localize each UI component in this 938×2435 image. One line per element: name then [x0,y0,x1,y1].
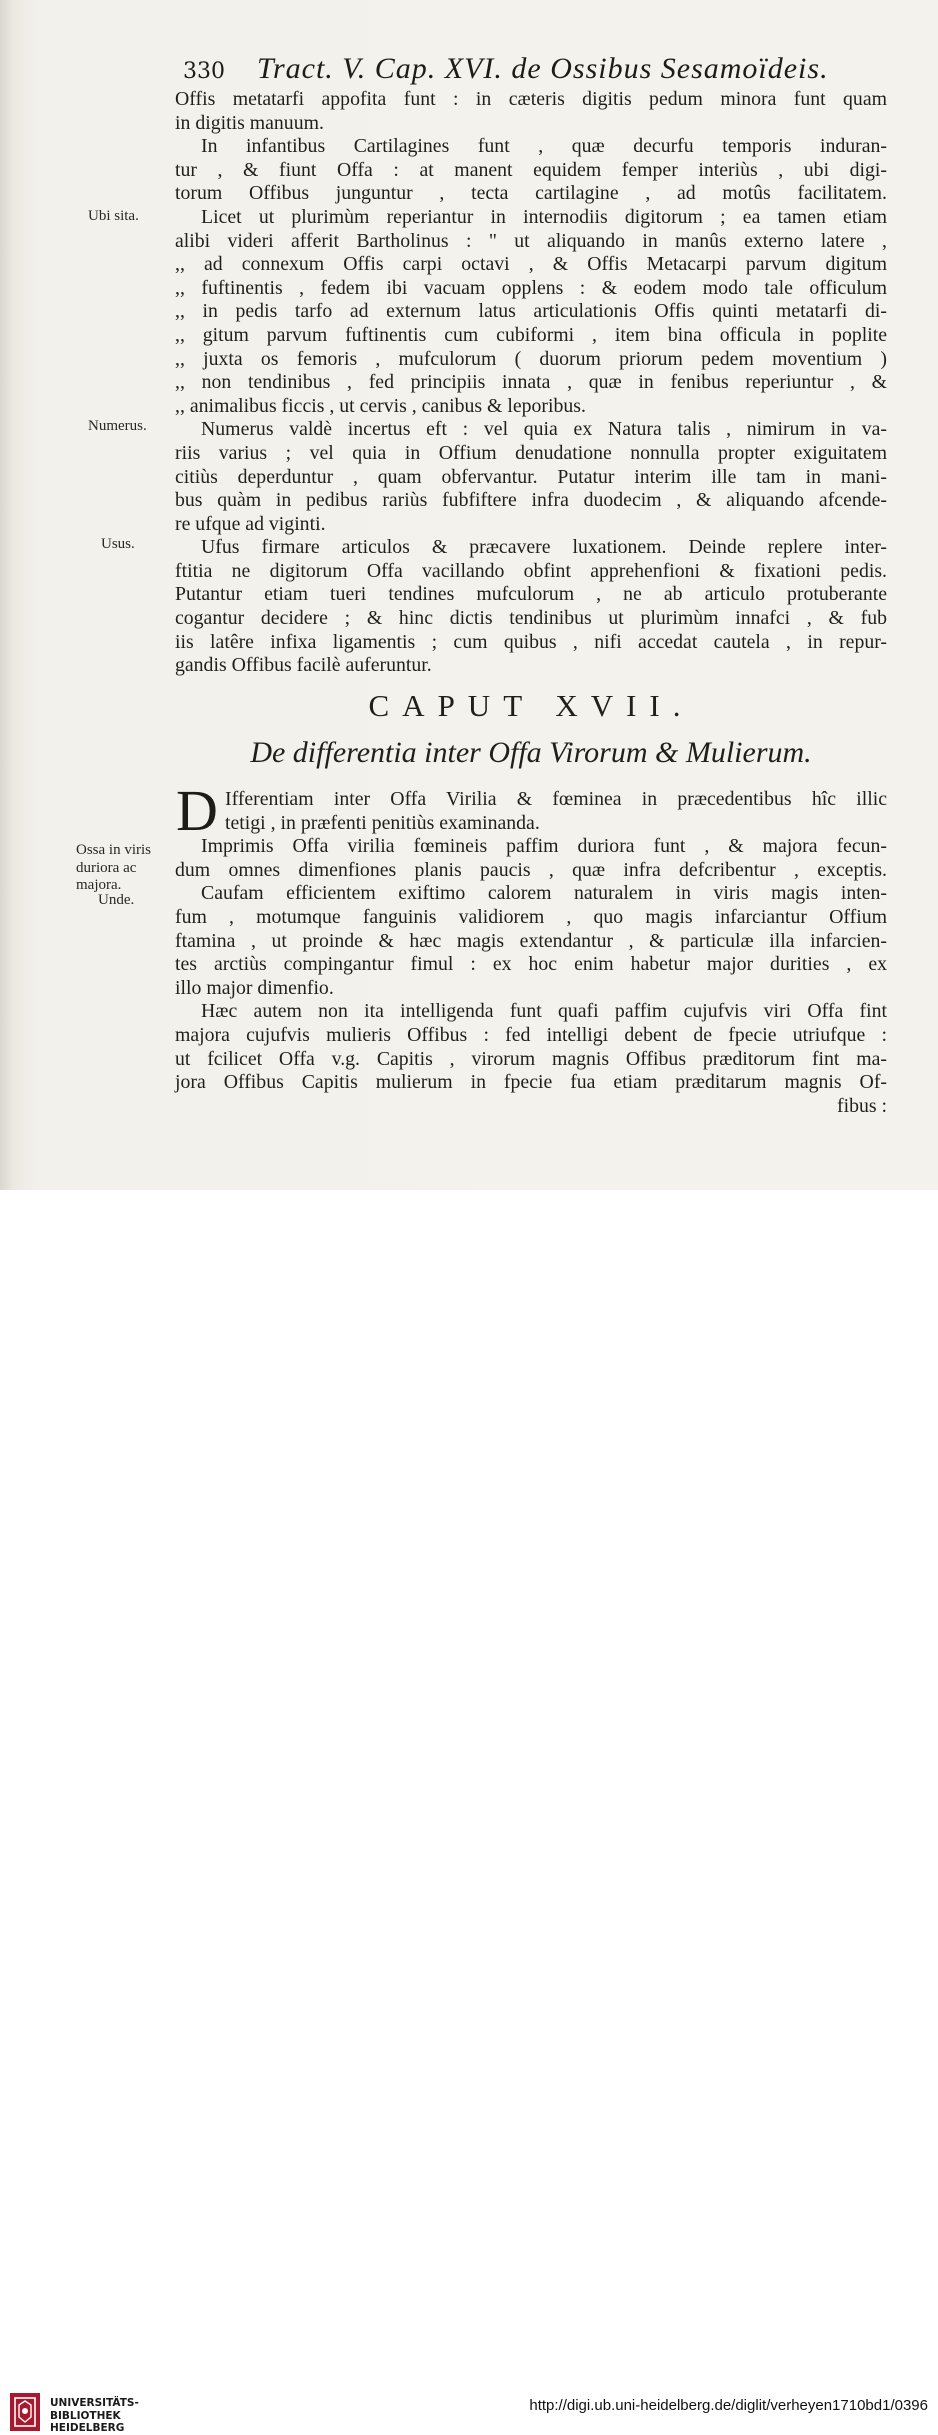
margin-note-ossa-3: majora. [76,877,122,893]
text-line: Numerus valdè incertus eft : vel quia ex Natura talis , nimirum in va- [201,418,887,441]
text-line: citiùs deperduntur , quam obfervantur. Putatur interim ille tam in mani- [175,465,887,488]
library-line: UNIVERSITÄTS- [50,2397,139,2409]
body-text-top [175,88,887,678]
text-line: ftitia ne digitorum Offa vacillando obfint apprehenfioni & fixationi pedis. [175,559,887,582]
running-header [183,52,883,92]
text-line: ,, gitum parvum fuftinentis cum cubiformi , item bina officula in poplite [175,323,887,346]
text-line: illo major dimenfio. [175,976,334,999]
text-line: tur , & fiunt Offa : at manent equidem femper interiùs , ubi digi- [175,158,887,181]
university-seal-icon [10,2393,40,2431]
text-line: alibi videri afferit Bartholinus : " ut aliquando in manûs externo latere , [175,229,887,252]
margin-note-ossa-2: duriora ac [76,860,137,876]
text-line: Putantur etiam tueri tendines mufculorum , ne ab articulo protuberante [175,583,887,606]
page-body [0,0,938,1190]
text-line: bus quàm in pedibus rariùs fubfiftere infra duodecim , & aliquando afcende- [175,489,887,512]
text-line: gandis Offibus facilè auferuntur. [175,654,432,677]
library-name [50,2397,139,2435]
body-text-bottom [175,788,887,1118]
text-line: cogantur decidere ; & hinc dictis tendinibus ut plurimùm innafci , & fub [175,607,887,630]
footer-bar [0,1190,938,2434]
text-line: riis varius ; vel quia in Offium denudatione nonnulla propter exiguitatem [175,441,887,464]
text-line: In infantibus Cartilagines funt , quæ decurfu temporis induran- [201,135,887,158]
text-line: torum Offibus junguntur , tecta cartilagine , ad motûs facilitatem. [175,182,887,205]
library-line: BIBLIOTHEK [50,2409,121,2422]
text-line: fum , motumque fanguinis validiorem , quo magis infarciantur Offium [175,905,887,928]
text-line: Licet ut plurimùm reperiantur in internodiis digitorum ; ea tamen etiam [201,205,887,228]
text-line: Caufam efficientem exiftimo calorem naturalem in viris magis inten- [201,882,887,905]
margin-note-numerus: Numerus. [88,418,147,434]
text-line: re ufque ad viginti. [175,512,326,535]
margin-note-ossa-1: Ossa in viris [76,842,151,858]
text-line: ,, in pedis tarfo ad externum latus articulationis Offis quinti metatarfi di- [175,300,887,323]
text-line: Imprimis Offa virilia fœmineis paffim duriora funt , & majora fecun- [201,835,887,858]
page-number: 330 [183,59,225,84]
catchword: fibus : [836,1094,887,1117]
margin-note-unde: Unde. [98,892,135,908]
text-line: ,, fuftinentis , fedem ibi vacuam opplens : & eodem modo tale officulum [175,276,887,299]
chapter-heading: CAPUT XVII. [368,688,694,723]
text-line: ftamina , ut proinde & hæc magis extendantur , & particulæ illa infarcien- [175,929,887,952]
drop-cap: D [176,778,218,843]
text-line: dum omnes dimenfiones planis paucis , quæ infra defcribentur , exceptis. [175,858,887,881]
text-line: ,, juxta os femoris , mufculorum ( duorum priorum pedem moventium ) [175,347,887,370]
text-line: ,, animalibus ficcis , ut cervis , canibus & leporibus. [175,394,586,417]
running-title: Tract. V. Cap. XVI. de Ossibus Sesamoïdeis. [256,52,829,85]
margin-note-usus: Usus. [101,536,135,552]
text-line: jora Offibus Capitis mulierum in fpecie fua etiam præditarum magnis Of- [175,1071,887,1094]
text-line: tes arctiùs compingantur fimul : ex hoc enim habetur major durities , ex [175,953,887,976]
text-line: ,, non tendinibus , fed principiis innata , quæ in fenibus reperiuntur , & [175,371,887,394]
chapter-title: De differentia inter Offa Virorum & Mulierum. [250,736,812,769]
source-url-link[interactable]: http://digi.ub.uni-heidelberg.de/diglit/verheyen1710bd1/0396 [529,2397,928,2414]
text-line: ut fcilicet Offa v.g. Capitis , virorum magnis Offibus præditorum fint ma- [175,1047,887,1070]
text-line: Ufus firmare articulos & præcavere luxationem. Deinde replere inter- [201,536,887,559]
text-line: in digitis manuum. [175,111,324,134]
library-line: HEIDELBERG [50,2422,125,2434]
text-line: ,, ad connexum Offis carpi octavi , & Offis Metacarpi parvum digitum [175,253,887,276]
text-line: tetigi , in præfenti penitiùs examinanda. [225,811,540,834]
text-line: Hæc autem non ita intelligenda funt quafi paffim cujufvis viri Offa fint [201,1000,887,1023]
text-line: majora cujufvis mulieris Offibus : fed intelligi debent de fpecie utriufque : [175,1023,887,1046]
margin-note-ubi-sita: Ubi sita. [88,208,139,224]
scanned-page [0,0,938,1190]
text-line: Offis metatarfi appofita funt : in cæteris digitis pedum minora funt quam [175,88,887,110]
text-line: Ifferentiam inter Offa Virilia & fœminea in præcedentibus hîc illic [225,788,887,810]
text-line: iis latêre infixa ligamentis ; cum quibus , nifi accedat cautela , in repur- [175,630,887,653]
